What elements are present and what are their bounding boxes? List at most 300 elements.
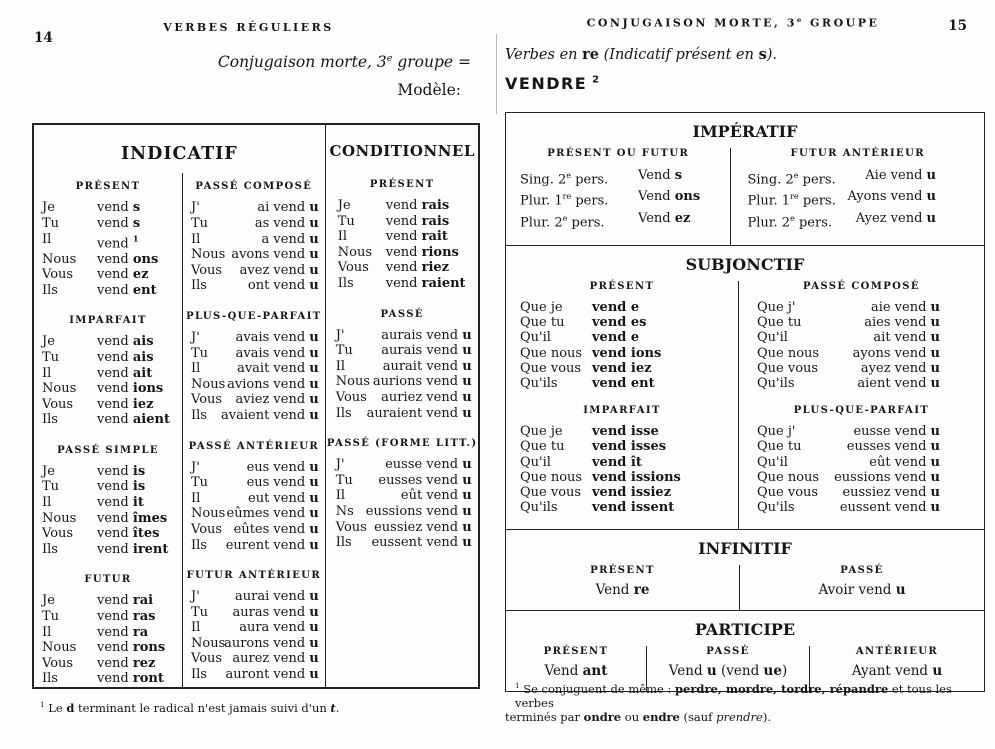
text-segment: ue — [763, 663, 782, 680]
conjugation-row — [183, 538, 325, 554]
pronoun: Tu — [337, 213, 355, 229]
subjonctif-title: SUBJONCTIF — [685, 254, 805, 274]
verb-form: vend ions — [592, 345, 662, 361]
verb-form: auraient vend u — [366, 405, 472, 421]
pronoun: Je — [42, 200, 55, 216]
text-segment: (vend — [716, 663, 764, 680]
verb-form: vend rait — [385, 229, 448, 245]
tense-section — [183, 181, 325, 294]
conjugation-row — [506, 167, 730, 188]
verb-form: vend ent — [97, 282, 157, 298]
pronoun: Vous — [337, 260, 369, 276]
intro-line-right — [505, 46, 777, 63]
conjugation-row — [34, 609, 182, 625]
tense-section — [506, 148, 730, 231]
verb-form: eussiez vend u — [374, 519, 472, 535]
tense-label: PASSÉ (FORME LITT.) — [326, 438, 478, 450]
verb-form: vend ras — [97, 609, 156, 625]
verb-form: avait vend u — [237, 361, 319, 377]
pronoun: Ils — [337, 275, 354, 291]
pronoun: Que nous — [520, 469, 583, 485]
tense-label: IMPARFAIT — [583, 405, 661, 417]
conjugation-row — [183, 460, 325, 476]
verb-form: vend rons — [97, 640, 166, 656]
page-number-left: 14 — [34, 30, 53, 46]
pronoun: Il — [335, 358, 346, 374]
conjugation-row — [34, 495, 182, 511]
pronoun: J' — [335, 327, 345, 343]
conjugation-row — [739, 315, 984, 330]
pronoun: Nous — [191, 376, 226, 392]
verb-form: vend e — [592, 299, 640, 315]
pronoun: Je — [42, 334, 55, 350]
conjugation-row — [731, 188, 984, 209]
verb-form: vend ez — [97, 267, 149, 283]
conjugation-row — [326, 504, 479, 520]
verb-form: Aie vend u — [865, 168, 936, 183]
indicatif-compound-column — [182, 173, 325, 687]
conjugation-row — [34, 625, 182, 641]
tense-section — [34, 315, 182, 428]
conjugation-row — [183, 506, 325, 522]
conjugation-row — [739, 361, 984, 376]
verb-form: vend iez — [97, 396, 154, 412]
pronoun: Que nous — [757, 345, 820, 361]
intro-line-italic — [218, 53, 471, 71]
verb-form: aurons vend u — [224, 635, 319, 651]
tense-section — [326, 309, 479, 422]
conjugation-row — [739, 470, 984, 485]
pronoun: Que tu — [520, 315, 565, 331]
verb-form: ont vend u — [247, 278, 319, 294]
verb-form: eussiez vend u — [842, 485, 940, 501]
tense-label: IMPARFAIT — [69, 315, 147, 327]
text-segment: ). — [762, 709, 771, 724]
pronoun: Vous — [191, 262, 223, 278]
pronoun: Tu — [42, 216, 60, 232]
conjugation-row — [326, 214, 479, 230]
text-segment: Verbes en — [505, 47, 583, 63]
conjugation-row — [34, 232, 182, 252]
verb-form: eus vend u — [246, 459, 319, 475]
tense-section — [506, 405, 738, 515]
conjugation-row — [34, 216, 182, 232]
tense-section — [34, 181, 182, 298]
verb-form: vend ront — [97, 671, 164, 687]
tense-section — [326, 438, 479, 551]
infinitif-present-header: PRÉSENT — [590, 565, 655, 577]
pronoun: Vous — [191, 521, 223, 537]
conjugation-row — [183, 620, 325, 636]
pronoun: Qu'il — [520, 330, 551, 346]
verb-form: eus vend u — [246, 475, 319, 491]
verb-form: vend s — [97, 200, 141, 216]
participe-anterieur-header: ANTÉRIEUR — [855, 646, 939, 658]
pronoun: Qu'ils — [520, 500, 558, 516]
page-right — [497, 0, 995, 749]
verb-form: vend raient — [385, 275, 466, 291]
tense-section — [183, 570, 325, 683]
text-segment: ondre — [583, 709, 622, 724]
conjugation-row — [34, 542, 182, 558]
tense-label: PASSÉ COMPOSÉ — [803, 280, 920, 292]
verb-form: Vend ez — [638, 210, 691, 226]
verb-form: vend ons — [97, 251, 159, 267]
conjugation-row — [506, 330, 738, 345]
text-segment: Ayant vend — [851, 663, 933, 680]
text-segment: terminant le radical n'est jamais suivi d'un — [74, 700, 331, 715]
verb-form: vend ra — [97, 624, 149, 640]
verb-form: vend irent — [97, 541, 169, 557]
verb-form: vend s — [97, 216, 141, 232]
pronoun: Il — [335, 488, 346, 504]
pronoun: Plur. 1re pers. — [747, 192, 836, 209]
pronoun: Ils — [191, 278, 207, 294]
conjugation-row — [326, 520, 479, 536]
verb-form: vend isses — [592, 439, 667, 455]
pronoun: Il — [42, 365, 52, 381]
pronoun: Ils — [42, 282, 58, 298]
conjugation-row — [34, 381, 182, 397]
conjugation-row — [34, 526, 182, 542]
conjugation-row — [34, 511, 182, 527]
text-segment: (sauf — [679, 709, 717, 724]
verb-form: avions vend u — [227, 376, 319, 392]
conjugation-row — [183, 200, 325, 216]
text-segment: ant — [582, 663, 608, 680]
text-segment: e — [386, 53, 393, 64]
pronoun: Sing. 2e pers. — [747, 171, 836, 188]
pronoun: Vous — [42, 655, 74, 671]
conjugation-table-right — [505, 112, 985, 692]
text-segment: terminés par — [505, 709, 584, 724]
conjugation-row — [506, 376, 738, 391]
imperatif-columns — [506, 148, 984, 245]
participe-passe-value — [647, 663, 809, 679]
conjugation-row — [739, 500, 984, 515]
page-left — [0, 0, 497, 749]
participe-title: PARTICIPE — [694, 620, 796, 640]
text-segment: Avoir vend — [818, 582, 896, 599]
tense-label: PLUS-QUE-PARFAIT — [793, 405, 930, 417]
participe-anterieur-value — [810, 663, 984, 679]
verb-form: auras vend u — [232, 604, 319, 620]
conjugation-row — [34, 366, 182, 382]
pronoun: Il — [337, 229, 348, 245]
running-header-left: VERBES RÉGULIERS — [163, 21, 334, 34]
conjugation-row — [183, 346, 325, 362]
pronoun: Que je — [520, 424, 563, 440]
conjugation-row — [34, 267, 182, 283]
conjugation-row — [739, 376, 984, 391]
infinitif-title: INFINITIF — [698, 539, 792, 559]
verb-form: aura vend u — [239, 620, 319, 636]
conjugation-row — [731, 167, 984, 188]
imperatif-section — [506, 113, 984, 245]
conjugation-row — [34, 640, 182, 656]
text-segment: perdre, mordre, tordre, répandre — [674, 681, 889, 696]
pronoun: Il — [42, 624, 52, 640]
verb-form: Ayons vend u — [847, 189, 936, 205]
conjugation-row — [183, 636, 325, 652]
text-segment: prendre — [716, 709, 763, 724]
conjugation-row — [183, 263, 325, 279]
text-segment: VENDRE — [505, 74, 588, 93]
conjugation-row — [506, 361, 738, 376]
conjugation-row — [183, 330, 325, 346]
verb-form: a vend u — [261, 231, 319, 247]
tense-label: PRÉSENT OU FUTUR — [547, 148, 690, 159]
pronoun: Ils — [42, 541, 58, 557]
tense-section — [34, 445, 182, 558]
conjugation-row — [34, 593, 182, 609]
text-segment: . — [335, 700, 340, 715]
pronoun: Que nous — [757, 469, 820, 485]
tense-section — [739, 281, 984, 391]
infinitif-passe-value — [740, 582, 984, 598]
pronoun: Ils — [42, 412, 58, 428]
subjonctif-right-column — [738, 281, 984, 529]
verb-form: vend isse — [592, 424, 659, 440]
pronoun: Vous — [335, 389, 367, 405]
verb-form: eussions vend u — [834, 469, 940, 485]
verb-form: vend e — [592, 330, 640, 346]
conjugation-row — [739, 346, 984, 361]
text-segment: e — [796, 16, 804, 24]
pronoun: J' — [191, 589, 200, 605]
verb-form: eussent vend u — [839, 500, 940, 516]
verb-form: eussions vend u — [365, 503, 472, 519]
conjugation-row — [183, 651, 325, 667]
imperatif-title: IMPÉRATIF — [692, 122, 798, 141]
verb-form: ayons vend u — [852, 345, 940, 361]
pronoun: Ns — [335, 503, 354, 519]
verb-form: eût vend u — [869, 454, 940, 470]
verb-form: eusses vend u — [378, 472, 472, 488]
pronoun: J' — [335, 457, 345, 473]
text-segment: t — [330, 700, 336, 715]
conjugation-row — [739, 439, 984, 454]
tense-section — [183, 311, 325, 424]
pronoun: J' — [191, 329, 200, 345]
text-segment: Vend — [595, 582, 634, 599]
verb-form: avais vend u — [235, 345, 319, 361]
verb-form: vend rais — [385, 213, 450, 229]
pronoun: Qu'ils — [757, 376, 795, 391]
conjugation-row — [506, 300, 738, 315]
conjugation-row — [506, 470, 738, 485]
pronoun: Ils — [191, 407, 207, 423]
verb-form: vend issions — [592, 469, 681, 485]
conjugation-row — [739, 455, 984, 470]
indicatif-simple-column — [34, 173, 182, 687]
verb-form: eussent vend u — [371, 535, 472, 551]
verb-form: Vend ons — [638, 189, 701, 205]
pronoun: Qu'il — [757, 330, 788, 346]
verb-form: vend îmes — [97, 510, 168, 526]
tense-label: PASSÉ COMPOSÉ — [195, 181, 313, 193]
pronoun: Nous — [42, 510, 77, 526]
conjugation-row — [183, 377, 325, 393]
text-segment: u — [932, 663, 943, 680]
text-segment: ou — [621, 709, 643, 724]
verb-form: vend riez — [385, 260, 450, 276]
indicatif-group — [34, 125, 325, 687]
conjugation-row — [183, 491, 325, 507]
conjugation-row — [326, 390, 479, 406]
pronoun: Plur. 2e pers. — [520, 213, 605, 230]
verb-form: vend es — [592, 315, 647, 331]
conjugation-row — [326, 488, 479, 504]
verb-form: Vend s — [638, 168, 683, 183]
verb-title — [505, 74, 601, 93]
tense-label: PRÉSENT — [369, 179, 435, 190]
text-segment: s — [758, 46, 767, 63]
text-segment: et tous les verbes — [515, 681, 952, 710]
pronoun: Tu — [191, 604, 209, 620]
conjugation-row — [326, 260, 479, 276]
conjugation-row — [183, 392, 325, 408]
subjonctif-columns — [506, 281, 984, 529]
pronoun: Il — [42, 231, 52, 247]
pronoun: Il — [42, 495, 52, 511]
conjugation-row — [506, 439, 738, 454]
verb-form: aurais vend u — [381, 327, 472, 343]
verb-form: vend rez — [97, 655, 156, 671]
verb-form: vend $^1$ — [97, 233, 139, 251]
verb-form: aient vend u — [857, 376, 940, 391]
conditionnel-title: CONDITIONNEL — [329, 142, 475, 160]
verb-form: aurait vend u — [382, 358, 472, 374]
conjugation-row — [506, 315, 738, 330]
verb-form: eusse vend u — [853, 424, 940, 440]
footnote-right-line1 — [505, 679, 979, 710]
conjugation-row — [326, 276, 479, 292]
verb-form: as vend u — [254, 216, 319, 232]
pronoun: Que vous — [757, 360, 819, 376]
verb-form: aurions vend u — [372, 374, 472, 390]
conjugation-row — [34, 350, 182, 366]
pronoun: Nous — [191, 635, 226, 651]
pronoun: Plur. 2e pers. — [747, 213, 833, 230]
pronoun: Plur. 1re pers. — [520, 192, 609, 209]
pronoun: Que nous — [520, 345, 583, 361]
conjugation-row — [183, 475, 325, 491]
footnote-left — [40, 698, 339, 715]
footnote-right-line2 — [505, 710, 979, 724]
tense-label: PASSÉ SIMPLE — [57, 444, 159, 456]
conjugation-row — [506, 500, 738, 515]
conjugation-row — [326, 245, 479, 261]
tense-section — [506, 281, 738, 391]
pronoun: J' — [191, 459, 200, 475]
conjugation-row — [326, 457, 479, 473]
conjugation-row — [183, 278, 325, 294]
verb-form: ayez vend u — [860, 360, 940, 376]
conjugation-row — [326, 374, 479, 390]
text-segment: (Indicatif présent en — [598, 47, 759, 63]
conjugation-row — [506, 485, 738, 500]
verb-form: ait vend u — [873, 330, 940, 346]
verb-form: auriez vend u — [381, 389, 472, 405]
text-segment: 1 — [515, 681, 520, 690]
conjugation-row — [731, 210, 984, 231]
indicatif-title: INDICATIF — [121, 144, 238, 164]
conjugation-row — [739, 300, 984, 315]
verb-form: aviez vend u — [235, 392, 319, 408]
text-segment: re — [633, 582, 650, 599]
verb-form: eusses vend u — [846, 439, 940, 455]
pronoun: Vous — [42, 267, 74, 283]
verb-form: aies vend u — [864, 315, 940, 331]
verb-form: aurais vend u — [381, 343, 472, 359]
conjugation-row — [34, 412, 182, 428]
pronoun: Ils — [335, 405, 352, 421]
indicatif-columns — [34, 173, 325, 687]
pronoun: Que vous — [520, 360, 582, 376]
pronoun: Vous — [191, 651, 223, 667]
pronoun: Que tu — [520, 439, 565, 455]
subjonctif-left-column — [506, 281, 738, 529]
text-segment: u — [895, 582, 906, 599]
tense-section — [34, 574, 182, 687]
text-segment: GROUPE — [803, 16, 880, 30]
verb-form: avais vend u — [235, 329, 319, 345]
conjugation-row — [326, 473, 479, 489]
conjugation-table-left — [32, 123, 480, 689]
verb-form: vend issent — [592, 500, 675, 516]
pronoun: Nous — [42, 381, 77, 397]
conjugation-row — [183, 667, 325, 683]
pronoun: Il — [191, 490, 201, 506]
conjugation-row — [34, 252, 182, 268]
participe-passe-header: PASSÉ — [706, 646, 750, 658]
pronoun: Vous — [42, 396, 74, 412]
conjugation-row — [183, 361, 325, 377]
running-header-right — [497, 16, 995, 30]
pronoun: Ils — [191, 667, 207, 683]
pronoun: Que j' — [757, 424, 796, 440]
text-segment: Vend — [544, 663, 583, 680]
pronoun: Nous — [337, 244, 372, 260]
conjugation-row — [326, 406, 479, 422]
conjugation-row — [34, 464, 182, 480]
pronoun: Que tu — [757, 315, 802, 331]
pronoun: Qu'il — [757, 454, 788, 470]
tense-label: PASSÉ ANTÉRIEUR — [188, 440, 320, 452]
pronoun: Il — [191, 361, 201, 377]
conjugation-row — [326, 198, 479, 214]
pronoun: Tu — [335, 343, 353, 359]
verb-form: vend ait — [97, 365, 153, 381]
verb-form: eut vend u — [248, 490, 319, 506]
pronoun: Nous — [42, 251, 77, 267]
pronoun: Vous — [335, 519, 367, 535]
pronoun: Tu — [335, 472, 353, 488]
verb-form: vend ais — [97, 349, 154, 365]
verb-form: avez vend u — [239, 262, 319, 278]
pronoun: Tu — [42, 349, 60, 365]
conjugation-row — [739, 424, 984, 439]
pronoun: Tu — [191, 345, 209, 361]
verb-form: ai vend u — [257, 200, 319, 216]
tense-label: FUTUR — [84, 574, 132, 586]
conjugation-row — [506, 188, 730, 209]
pronoun: Tu — [191, 216, 209, 232]
pronoun: Que je — [520, 299, 563, 315]
pronoun: Que tu — [757, 439, 802, 455]
pronoun: Nous — [191, 506, 226, 522]
